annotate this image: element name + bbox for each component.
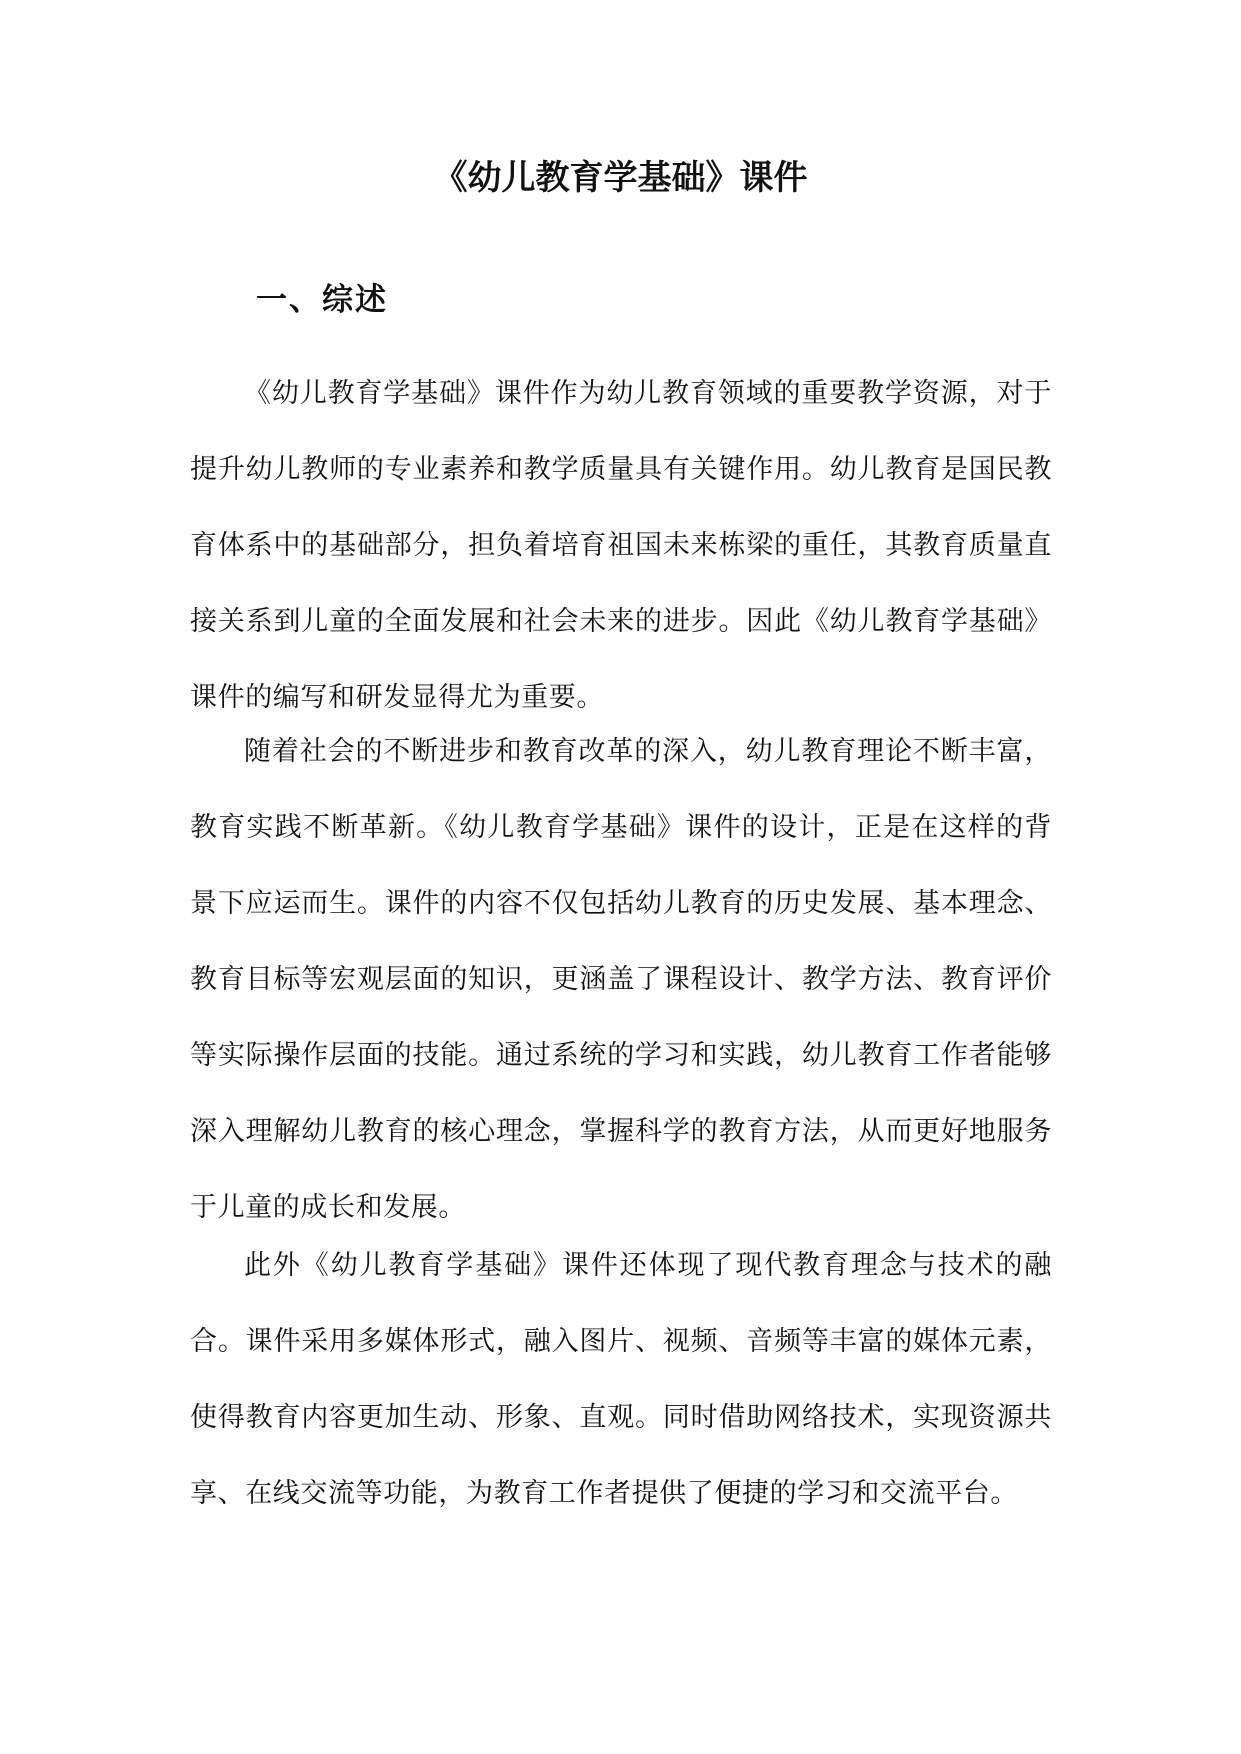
document-title: 《幼儿教育学基础》课件 [433, 158, 808, 198]
paragraph-3: 此外《幼儿教育学基础》课件还体现了现代教育理念与技术的融合。课件采用多媒体形式，融入图片、视频、音频等丰富的媒体元素，使得教育内容更加生动、形象、直观。同时借助网络技术，实现资源共享、在线交流等功能，为教育工作者提供了便捷的学习和交流平台。 [190, 1250, 1052, 1509]
paragraph-2: 随着社会的不断进步和教育改革的深入，幼儿教育理论不断丰富，教育实践不断革新。《幼儿教育学基础》课件的设计，正是在这样的背景下应运而生。课件的内容不仅包括幼儿教育的历史发展、基本理念、教育目标等宏观层面的知识，更涵盖了课程设计、教学方法、教育评价等实际操作层面的技能。通过系统的学习和实践，幼儿教育工作者能够深入理解幼儿教育的核心理念，掌握科学的教育方法，从而更好地服务于儿童的成长和发展。 [190, 736, 1052, 1223]
section-heading: 一、综述 [256, 282, 388, 318]
paragraph-1: 《幼儿教育学基础》课件作为幼儿教育领域的重要教学资源，对于提升幼儿教师的专业素养和教学质量具有关键作用。幼儿教育是国民教育体系中的基础部分，担负着培育祖国未来栋梁的重任，其教育质量直接关系到儿童的全面发展和社会未来的进步。因此《幼儿教育学基础》课件的编写和研发显得尤为重要。 [190, 378, 1052, 713]
